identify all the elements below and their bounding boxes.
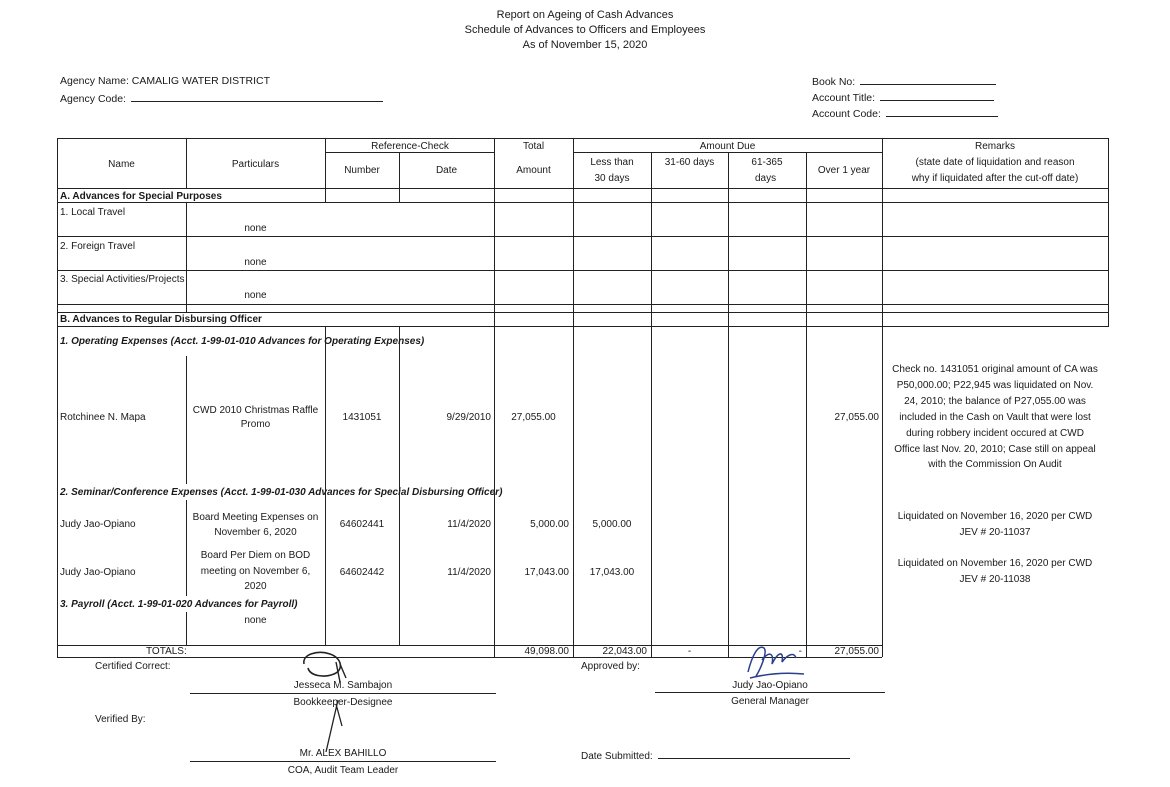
col-amount-due: Amount Due <box>699 141 756 152</box>
col-date: Date <box>435 165 458 176</box>
account-title-blank <box>880 90 994 101</box>
col-remarks: Remarks <box>974 141 1015 152</box>
certified-correct-label: Certified Correct: <box>95 661 171 672</box>
gm-signature-icon <box>738 636 816 686</box>
row-remarks-5: during robbery incident occured at CWD <box>906 428 1084 439</box>
row-number: 1431051 <box>342 412 382 423</box>
col-reference-check: Reference-Check <box>371 141 449 152</box>
totals-31-60: - <box>687 646 692 657</box>
operating-expenses-label: 1. Operating Expenses (Acct. 1-99-01-010 Advances for Operating Expenses) <box>60 336 425 347</box>
report-subtitle: Schedule of Advances to Officers and Employees <box>464 24 706 36</box>
foreign-travel-label: 2. Foreign Travel <box>60 241 136 252</box>
totals-lt30: 22,043.00 <box>602 646 647 657</box>
special-activities-label: 3. Special Activities/Projects <box>60 274 185 285</box>
report-as-of: As of November 15, 2020 <box>522 39 648 51</box>
approved-by-label: Approved by: <box>581 661 640 672</box>
section-b-title: B. Advances to Regular Disbursing Officer <box>60 314 262 325</box>
foreign-travel-none: none <box>244 257 267 268</box>
row-particulars-2: November 6, 2020 <box>214 527 297 538</box>
coa-title: COA, Audit Team Leader <box>287 765 399 776</box>
row-remarks-2: JEV # 20-11037 <box>959 527 1031 538</box>
row-particulars-3: 2020 <box>244 581 267 592</box>
row-remarks-4: included in the Cash on Vault that were lost <box>899 412 1091 423</box>
date-submitted-line <box>581 748 850 762</box>
report-title: Report on Ageing of Cash Advances <box>496 9 674 21</box>
row-total: 27,055.00 <box>511 412 556 423</box>
local-travel-label: 1. Local Travel <box>60 207 126 218</box>
col-name: Name <box>108 159 135 170</box>
col-61-365-1: 61-365 <box>751 157 783 168</box>
bookkeeper-signature-icon <box>296 648 356 684</box>
bookkeeper-title: Bookkeeper-Designee <box>293 697 393 708</box>
row-date: 9/29/2010 <box>446 412 491 423</box>
row-particulars-2: Promo <box>240 419 271 430</box>
local-travel-none: none <box>244 223 267 234</box>
agency-code-blank <box>131 91 383 102</box>
row-remarks-2: JEV # 20-11038 <box>959 574 1031 585</box>
section-a-title: A. Advances for Special Purposes <box>60 191 222 202</box>
col-total-1: Total <box>522 141 545 152</box>
account-code-blank <box>886 106 998 117</box>
col-total-2: Amount <box>516 165 551 176</box>
verified-by-label: Verified By: <box>95 714 146 725</box>
row-particulars-1: Board Per Diem on BOD <box>200 550 311 561</box>
col-lt30-1: Less than <box>590 157 634 168</box>
totals-over-1-year: 27,055.00 <box>834 646 879 657</box>
col-number: Number <box>344 165 380 176</box>
row-total: 5,000.00 <box>530 519 569 530</box>
row-remarks-1: Liquidated on November 16, 2020 per CWD <box>897 558 1093 569</box>
book-no-label: Book No: <box>812 76 856 88</box>
row-remarks-1: Check no. 1431051 original amount of CA was <box>892 364 1098 375</box>
special-activities-none: none <box>244 290 267 301</box>
row-remarks-3: 24, 2010; the balance of P27,055.00 was <box>904 396 1086 407</box>
row-name: Rotchinee N. Mapa <box>60 412 146 423</box>
gm-name: Judy Jao-Opiano <box>732 680 808 691</box>
agency-name-value: CAMALIG WATER DISTRICT <box>131 75 271 87</box>
col-31-60: 31-60 days <box>664 157 715 168</box>
row-particulars-2: meeting on November 6, <box>200 566 311 577</box>
account-code-label: Account Code: <box>812 108 881 120</box>
col-particulars: Particulars <box>231 159 280 170</box>
row-number: 64602441 <box>339 519 385 530</box>
col-remarks-note-2: why if liquidated after the cut-off date) <box>911 173 1079 184</box>
row-remarks-6: Office last Nov. 20, 2010; Case still on appeal <box>894 444 1096 455</box>
account-title-line <box>812 90 994 104</box>
account-code-line <box>812 106 998 120</box>
gm-title: General Manager <box>731 696 809 707</box>
row-remarks-2: P50,000.00; P22,945 was liquidated on Nov. <box>896 380 1094 391</box>
agency-code-label: Agency Code: <box>60 93 126 105</box>
row-remarks-7: with the Commission On Audit <box>928 459 1062 470</box>
row-particulars-1: Board Meeting Expenses on <box>192 512 319 523</box>
date-submitted-label: Date Submitted: <box>581 751 653 762</box>
account-title-label: Account Title: <box>812 92 876 104</box>
totals-61-365: - <box>798 646 802 657</box>
col-61-365-2: days <box>755 173 777 184</box>
date-submitted-blank <box>658 748 850 759</box>
seminar-expenses-label: 2. Seminar/Conference Expenses (Acct. 1-99-01-030 Advances for Special Disbursing Officer) <box>60 487 503 498</box>
coa-signature-icon <box>312 696 352 754</box>
col-remarks-note-1: (state date of liquidation and reason <box>915 157 1075 168</box>
row-particulars-1: CWD 2010 Christmas Raffle <box>192 405 319 416</box>
payroll-none: none <box>244 615 267 626</box>
totals-label: TOTALS: <box>146 646 187 657</box>
coa-signature-line <box>190 761 496 762</box>
coa-name: Mr. ALEX BAHILLO <box>299 748 387 759</box>
agency-code-line <box>60 91 383 105</box>
row-total: 17,043.00 <box>524 567 569 578</box>
payroll-label: 3. Payroll (Acct. 1-99-01-020 Advances for Payroll) <box>60 599 298 610</box>
agency-name-label: Agency Name: <box>60 75 129 87</box>
row-name: Judy Jao-Opiano <box>60 567 136 578</box>
row-date: 11/4/2020 <box>447 567 491 578</box>
row-lt30: 5,000.00 <box>592 519 632 530</box>
row-date: 11/4/2020 <box>447 519 491 530</box>
col-over-1-year: Over 1 year <box>817 165 871 176</box>
bookkeeper-name: Jesseca M. Sambajon <box>293 680 393 691</box>
bookkeeper-signature-line <box>190 693 496 694</box>
book-no-blank <box>860 74 996 85</box>
gm-signature-line <box>655 692 885 693</box>
row-name: Judy Jao-Opiano <box>60 519 136 530</box>
book-no-line <box>812 74 996 88</box>
row-remarks-1: Liquidated on November 16, 2020 per CWD <box>897 511 1093 522</box>
col-lt30-2: 30 days <box>594 173 630 184</box>
agency-name-line <box>60 75 270 87</box>
row-number: 64602442 <box>339 567 385 578</box>
totals-total: 49,098.00 <box>524 646 569 657</box>
row-over-1-year: 27,055.00 <box>834 412 879 423</box>
row-lt30: 17,043.00 <box>589 567 635 578</box>
